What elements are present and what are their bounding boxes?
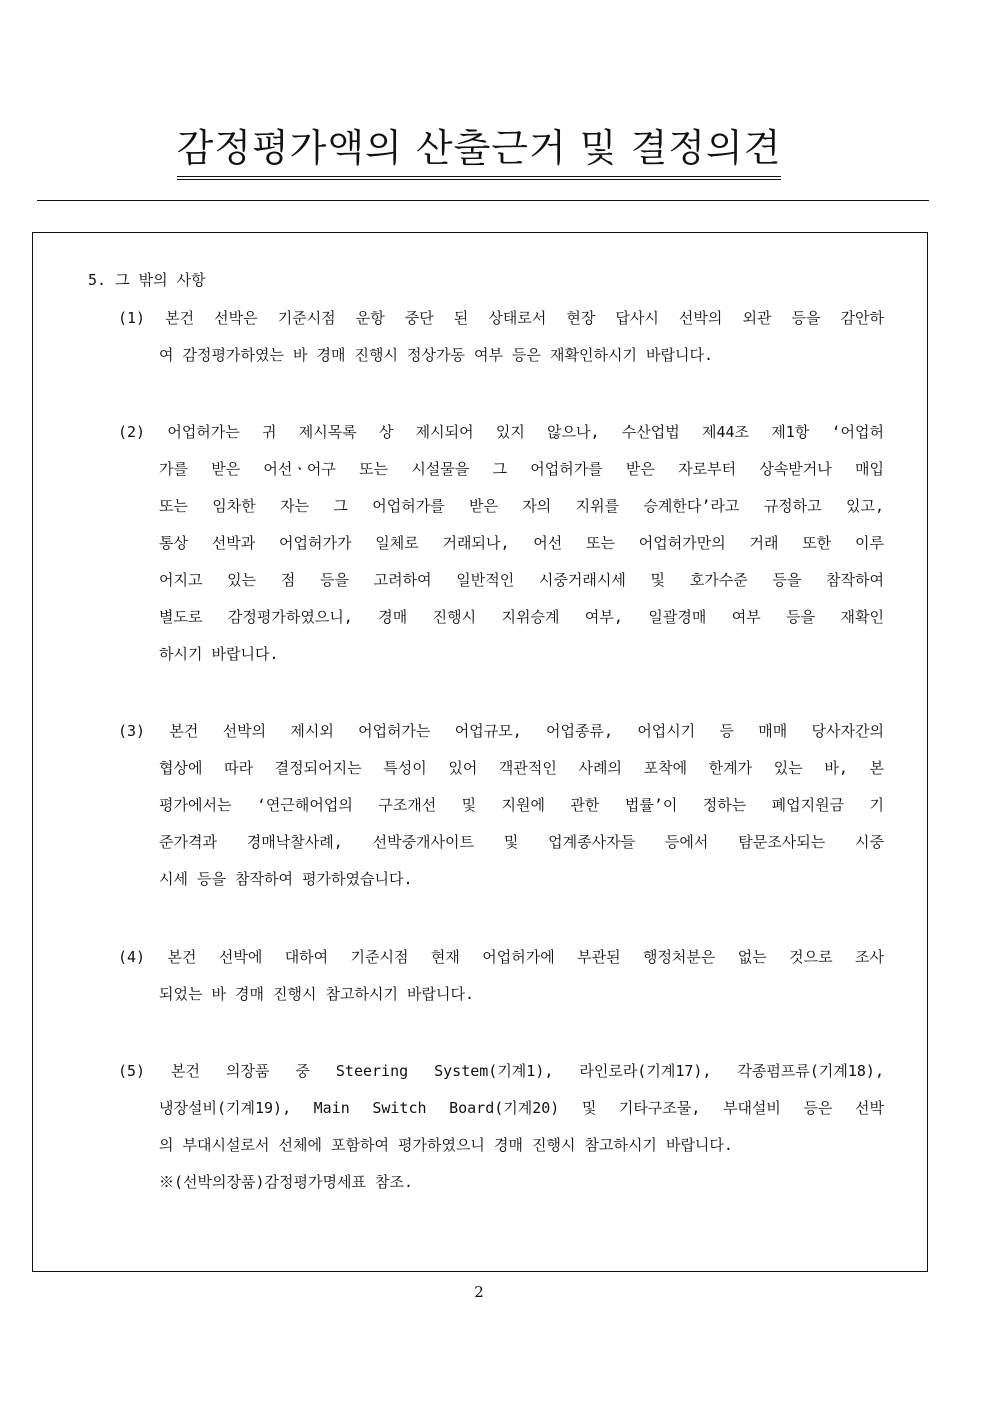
- header-divider: [37, 200, 929, 201]
- page-number: 2: [474, 1283, 484, 1301]
- item-2-line-7: 하시기 바랍니다.: [159, 645, 279, 663]
- item-3-line-3: 평가에서는 ‘연근해어업의 구조개선 및 지원에 관한 법률’이 정하는 폐업지원금 기: [159, 796, 884, 814]
- item-5-line-2: 냉장설비(기계19), Main Switch Board(기계20) 및 기타구조물, 부대설비 등은 선박: [159, 1099, 884, 1117]
- section-heading: 5. 그 밖의 사항: [88, 271, 206, 289]
- item-4-line-2: 되었는 바 경매 진행시 참고하시기 바랍니다.: [159, 985, 475, 1003]
- item-2-line-5: 어지고 있는 점 등을 고려하여 일반적인 시중거래시세 및 호가수준 등을 참작하여: [159, 571, 884, 589]
- item-3-line-2: 협상에 따라 결정되어지는 특성이 있어 객관적인 사례의 포착에 한계가 있는 바, 본: [159, 759, 884, 777]
- item-2-line-3: 또는 임차한 자는 그 어업허가를 받은 자의 지위를 승계한다’라고 규정하고 있고,: [159, 497, 884, 515]
- list-item-5: [118, 1053, 884, 1201]
- item-1-line-1: (1) 본건 선박은 기준시점 운항 중단 된 상태로서 현장 답사시 선박의 외관 등을 감안하: [118, 309, 884, 327]
- list-item-1: [118, 300, 884, 374]
- item-2-line-1: (2) 어업허가는 귀 제시목록 상 제시되어 있지 않으나, 수산업법 제44조 제1항 ‘어업허: [118, 423, 884, 441]
- item-3-line-4: 준가격과 경매낙찰사례, 선박중개사이트 및 업계종사자들 등에서 탐문조사되는 시중: [159, 833, 884, 851]
- item-4-line-1: (4) 본건 선박에 대하여 기준시점 현재 어업허가에 부관된 행정처분은 없는 것으로 조사: [118, 948, 884, 966]
- list-item-4: [118, 939, 884, 1013]
- item-2-line-6: 별도로 감정평가하였으니, 경매 진행시 지위승계 여부, 일괄경매 여부 등을 재확인: [159, 608, 884, 626]
- item-1-line-2: 여 감정평가하였는 바 경매 진행시 정상가동 여부 등은 재확인하시기 바랍니다.: [159, 346, 713, 364]
- item-3-line-1: (3) 본건 선박의 제시외 어업허가는 어업규모, 어업종류, 어업시기 등 매매 당사자간의: [118, 722, 884, 740]
- document-title-text: 감정평가액의 산출근거 및 결정의견: [177, 122, 782, 180]
- item-5-line-4: ※(선박의장품)감정평가명세표 참조.: [159, 1173, 413, 1191]
- item-3-line-5: 시세 등을 참작하여 평가하였습니다.: [159, 870, 413, 888]
- item-5-line-3: 의 부대시설로서 선체에 포함하여 평가하였으니 경매 진행시 참고하시기 바랍니다.: [159, 1136, 733, 1154]
- list-item-2: [118, 414, 884, 673]
- document-title: [0, 122, 958, 180]
- item-5-line-1: (5) 본건 의장품 중 Steering System(기계1), 라인로라(기계17), 각종펌프류(기계18),: [118, 1062, 884, 1080]
- item-2-line-4: 통상 선박과 어업허가가 일체로 거래되나, 어선 또는 어업허가만의 거래 또한 이루: [159, 534, 884, 552]
- list-item-3: [118, 713, 884, 898]
- item-2-line-2: 가를 받은 어선ㆍ어구 또는 시설물을 그 어업허가를 받은 자로부터 상속받거나 매입: [159, 460, 884, 478]
